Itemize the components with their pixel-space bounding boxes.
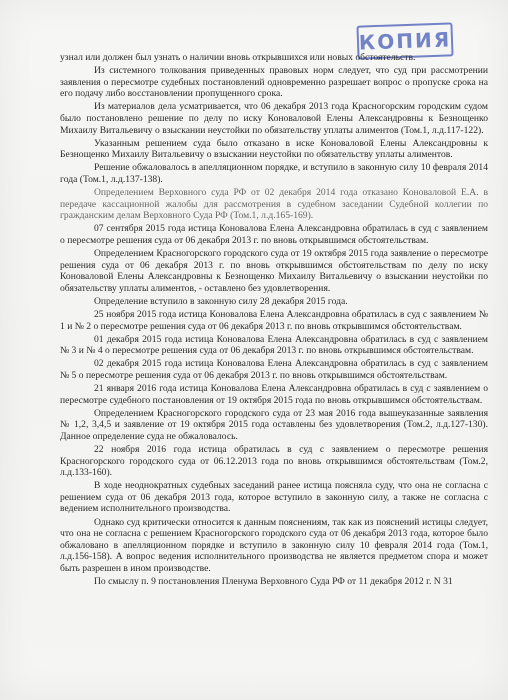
paragraph: 07 сентября 2015 года истица Коновалова Елена Александровна обратилась в суд с заявлением о пересмотре решения суда от 06 декабря 2013 г. по вновь открывшимся обстоятельствам. [60, 223, 488, 246]
paragraph: Решение обжаловалось в апелляционном порядке, и вступило в законную силу 10 февраля 2014 года (Том.1, л.д.137-138). [60, 162, 488, 185]
paragraph: Из системного толкования приведенных правовых норм следует, что суд при рассмотрении заявления о пересмотре судебных постановлений одновременно разрешает вопрос о пропуске срока на его подачу либо восстановлении пропущенного срока. [60, 65, 488, 100]
paragraph: Определение вступило в законную силу 28 декабря 2015 года. [94, 295, 348, 307]
copy-stamp: КОПИЯ [356, 22, 453, 59]
paragraph: По смыслу п. 9 постановления Пленума Верховного Суда РФ от 11 декабря 2012 г. N 31 [94, 576, 453, 588]
paragraph: Определением Красногорского городского суда от 23 мая 2016 года вышеуказанные заявления № 1,2, 3,4,5 и заявление от 19 октября 2015 года оставлены без удовлетворения (Том.2, л.д.127-130). Данное определение суда не обжаловалось. [60, 407, 488, 442]
document-body [60, 52, 488, 589]
paragraph: 25 ноября 2015 года истица Коновалова Елена Александровна обратилась в суд с заявлением № 1 и № 2 о пересмотре решения суда от 06 декабря 2013 г. по вновь открывшимся обстоятельствам. [60, 308, 488, 332]
paragraph: 01 декабря 2015 года истица Коновалова Елена Александровна обратилась в суд с заявлением № 3 и № 4 о пересмотре решения суда от 06 декабря 2013 г. по вновь открывшимся обстоятельствам. [60, 333, 488, 357]
paragraph: Указанным решением суда было отказано в иске Коноваловой Елены Александровны к Безнощенко Михаилу Витальевичу о взыскании неустойки по обязательству уплаты алиментов. [60, 137, 488, 161]
paragraph: узнал или должен был узнать о наличии вновь открывшихся или новых обстоятельств. [60, 52, 416, 63]
paragraph: Из материалов дела усматривается, что 06 декабря 2013 года Красногорским городским судом было постановлено решение по делу по иску Коноваловой Елены Александровны к Безнощенко Михаилу Витальевичу о взыскании неустойки по обязательству уплаты алиментов (Том.1, л.д.117-122). [60, 101, 488, 136]
paragraph: 21 января 2016 года истица Коновалова Елена Александровна обратилась в суд с заявлением о пересмотре судебного постановления от 19 октября 2015 года по вновь открывшимся обстоятельствам. [60, 383, 488, 406]
paragraph: 02 декабря 2015 года истица Коновалова Елена Александровна обратилась в суд с заявлением № 5 о пересмотре решения суда от 06 декабря 2013 г. по вновь открывшимся обстоятельствам. [60, 358, 488, 381]
paragraph: В ходе неоднократных судебных заседаний ранее истица поясняла суду, что она не согласна с решением суда от 06 декабря 2013 года, которое вступило в законную силу, а также не согласна с ведением исполнительного производства. [60, 480, 488, 515]
paragraph: 22 ноября 2016 года истица обратилась в суд с заявлением о пересмотре решения Красногорского городского суда от 06.12.2013 года по вновь открывшимся обстоятельствам (Том.2, л.д.133-160). [60, 444, 488, 479]
paragraph: Определением Верховного суда РФ от 02 декабря 2014 года отказано Коноваловой Е.А. в передаче кассационной жалобы для рассмотрения в судебном заседании Судебной коллегии по гражданским делам Верховного Суда РФ (Том.1, л.д.165-169). [60, 187, 488, 222]
paragraph: Однако суд критически относится к данным пояснениям, так как из пояснений истицы следует, что она не согласна с решением Красногорского городского суда от 06 декабря 2013 года, которое было обжаловано в апелляционном порядке и вступило в законную силу 10 февраля 2014 года (Том.1, л.д.156-158). А вопрос ведения исполнительного производства не является предметом спора и может быть разрешен в ином производстве. [60, 516, 488, 574]
paragraph: Определением Красногорского городского суда от 19 октября 2015 года заявление о пересмотре решения суда от 06 декабря 2013 г. по вновь открывшимся обстоятельствам по делу по иску Коноваловой Елены Александровны к Безнощенко Михаилу Витальевичу о взыскании неустойки по обязательству уплаты алиментов, - оставлено без удовлетворения. [60, 248, 488, 294]
